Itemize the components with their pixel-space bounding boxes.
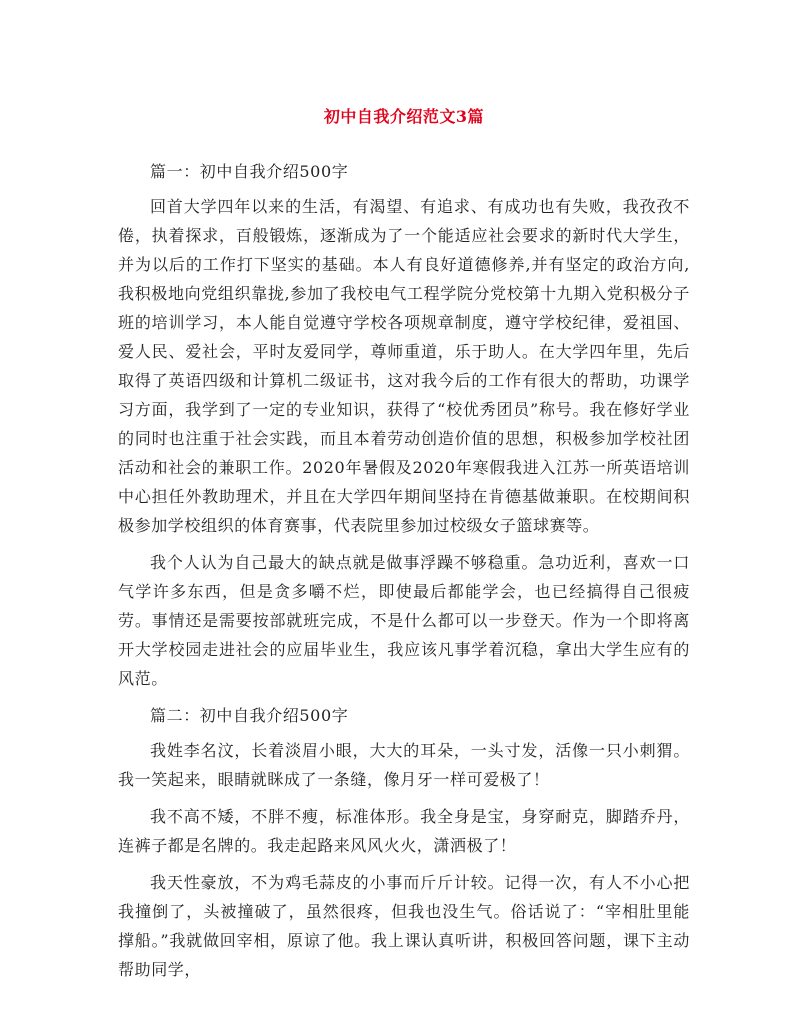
section-2 [118, 701, 690, 984]
section-heading: 篇二：初中自我介绍500字 [150, 706, 349, 725]
paragraph: 我个人认为自己最大的缺点就是做事浮躁不够稳重。急功近利，喜欢一口气学许多东西，但是贪多嚼不烂，即使最后都能学会，也已经搞得自己很疲劳。事情还是需要按部就班完成，不是什么都可以一步登天。作为一个即将离开大学校园走进社会的应届毕业生，我应该凡事学着沉稳，拿出大学生应有的风范。 [118, 553, 690, 688]
paragraph: 回首大学四年以来的生活，有渴望、有追求、有成功也有失败，我孜孜不倦，执着探求，百般锻炼，逐渐成为了一个能适应社会要求的新时代大学生，并为以后的工作打下坚实的基础。本人有良好道德修养,并有坚定的政治方向,我积极地向党组织靠拢,参加了我校电气工程学院分党校第十九期入党积极分子班的培训学习，本人能自觉遵守学校各项规章制度，遵守学校纪律，爱祖国、爱人民、爱社会，平时友爱同学，尊师重道，乐于助人。在大学四年里，先后取得了英语四级和计算机二级证书，这对我今后的工作有很大的帮助，功课学习方面，我学到了一定的专业知识，获得了“校优秀团员”称号。我在修好学业的同时也注重于社会实践，而且本着劳动创造价值的思想，积极参加学校社团活动和社会的兼职工作。2020年暑假及2020年寒假我进入江苏一所英语培训中心担任外教助理术，并且在大学四年期间坚持在肯德基做兼职。在校期间积极参加学校组织的体育赛事，代表院里参加过校级女子篮球赛等。 [118, 197, 690, 535]
paragraph: 我天性豪放，不为鸡毛蒜皮的小事而斤斤计较。记得一次，有人不小心把我撞倒了，头被撞破了，虽然很疼，但我也没生气。俗话说了：“宰相肚里能撑船。”我就做回宰相，原谅了他。我上课认真听讲，积极回答问题，课下主动帮助同学， [118, 873, 690, 979]
document-title: 初中自我介绍范文3篇 [323, 107, 485, 126]
section-1 [118, 157, 690, 693]
paragraph: 我不高不矮，不胖不瘦，标准体形。我全身是宝，身穿耐克，脚踏乔丹，连裤子都是名牌的。我走起路来风风火火，潇洒极了！ [118, 807, 690, 855]
section-heading: 篇一：初中自我介绍500字 [150, 162, 349, 181]
paragraph: 我姓李名汶，长着淡眉小眼，大大的耳朵，一头寸发，活像一只小刺猬。我一笑起来，眼睛就眯成了一条缝，像月牙一样可爱极了！ [118, 741, 690, 789]
